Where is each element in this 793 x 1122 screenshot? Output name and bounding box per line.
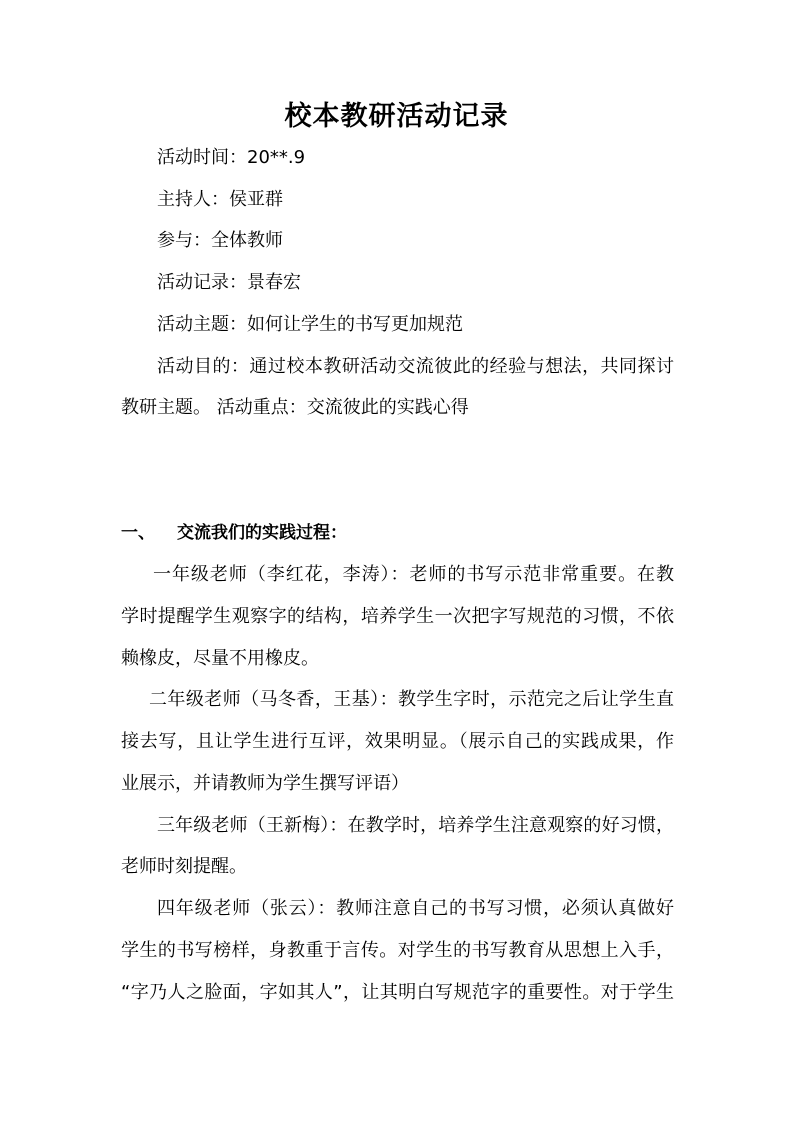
activity-theme: 活动主题：如何让学生的书写更加规范 <box>157 314 463 335</box>
paragraph-line: 二年级老师（马冬香，王基）：教学生字时，示范完之后让学生直 <box>149 689 674 710</box>
paragraph-line: 一年级老师（李红花，李涛）：老师的书写示范非常重要。在教 <box>153 564 674 585</box>
activity-purpose-line-1: 活动目的：通过校本教研活动交流彼此的经验与想法，共同探讨 <box>157 356 674 377</box>
activity-time: 活动时间：20**.9 <box>157 147 306 168</box>
section-title: 交流我们的实践过程： <box>177 523 347 543</box>
paragraph-line: 三年级老师（王新梅）：在教学时，培养学生注意观察的好习惯， <box>157 815 674 836</box>
paragraph-line: “字乃人之脸面，字如其人”，让其明白写规范字的重要性。对于学生 <box>121 982 674 1003</box>
paragraph-line: 赖橡皮，尽量不用橡皮。 <box>121 648 319 669</box>
paragraph-line: 接去写，且让学生进行互评，效果明显。（展示自己的实践成果，作 <box>121 731 674 752</box>
paragraph-line: 老师时刻提醒。 <box>121 856 247 877</box>
activity-purpose-line-2: 教研主题。 活动重点：交流彼此的实践心得 <box>121 397 469 418</box>
paragraph-line: 四年级老师（张云）：教师注意自己的书写习惯，必须认真做好 <box>157 898 674 919</box>
paragraph-line: 学生的书写榜样，身教重于言传。对学生的书写教育从思想上入手， <box>121 940 674 961</box>
paragraph-line: 学时提醒学生观察字的结构，培养学生一次把字写规范的习惯，不依 <box>121 606 674 627</box>
paragraph-line: 业展示，并请教师为学生撰写评语） <box>121 773 409 794</box>
activity-recorder: 活动记录：景春宏 <box>157 272 301 293</box>
activity-participants: 参与：全体教师 <box>157 230 283 251</box>
activity-host: 主持人：侯亚群 <box>157 189 283 210</box>
document-title: 校本教研活动记录 <box>284 101 509 132</box>
section-number: 一、 <box>121 523 155 543</box>
